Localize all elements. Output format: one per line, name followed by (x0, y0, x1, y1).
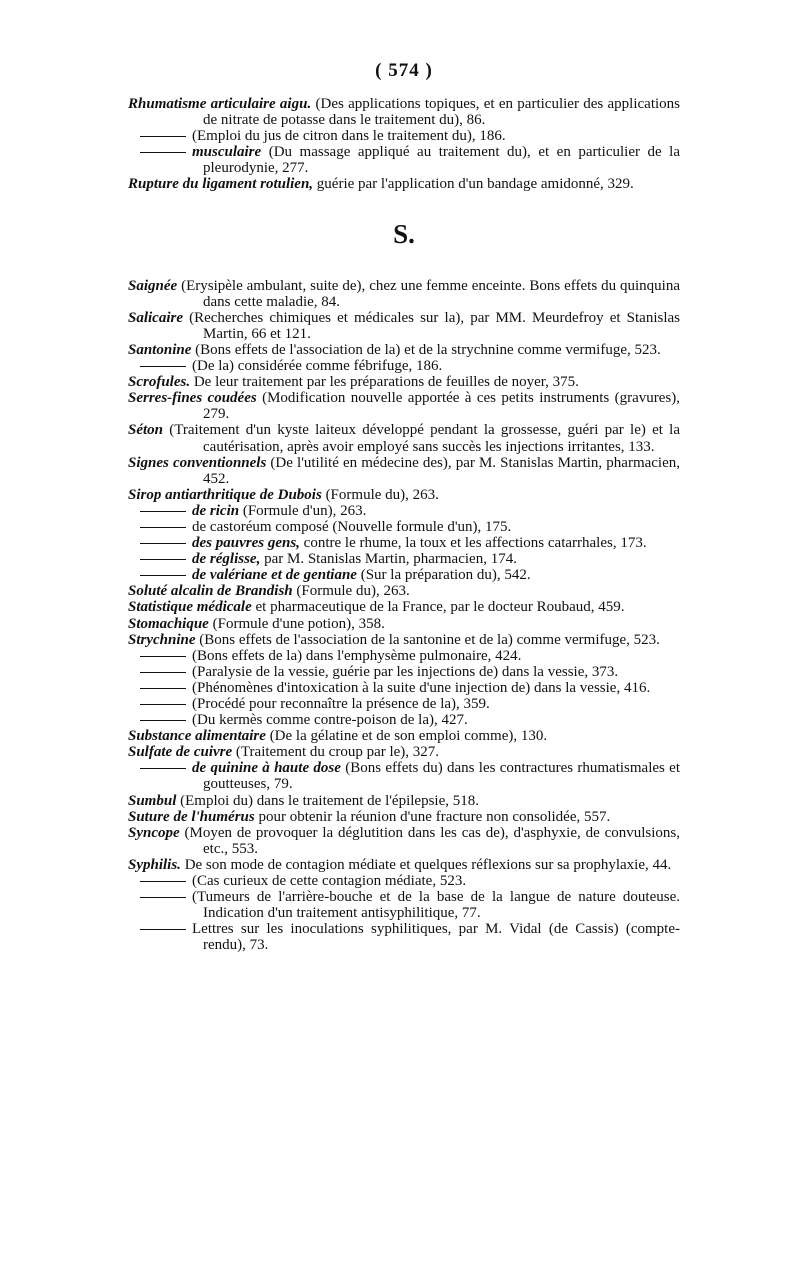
entry-term: Suture de l'humérus (128, 808, 255, 825)
entry-term: Salicaire (128, 309, 183, 326)
entry-text: par M. Stanislas Martin, pharmacien, 174. (260, 551, 517, 568)
ditto-dash (140, 144, 186, 160)
entry-text: de castoréum composé (Nouvelle formule d'un), 175. (192, 518, 512, 535)
index-entry (128, 503, 680, 519)
entry-term: de quinine à haute dose (192, 760, 341, 777)
entry-term: Syncope (128, 824, 180, 841)
entry-text: (Du massage appliqué au traitement du), et en particulier de la pleurodynie, 277. (203, 144, 680, 177)
entry-term: de réglisse, (192, 551, 261, 568)
index-entry (128, 422, 680, 454)
entry-text: (De la) considérée comme fébrifuge, 186. (192, 358, 443, 375)
entry-text: (Cas curieux de cette contagion médiate, 523. (192, 873, 467, 890)
entry-text: (Moyen de provoquer la déglutition dans les cas de), d'asphyxie, de convulsions, etc., 553. (179, 824, 680, 857)
entry-text: guérie par l'application d'un bandage amidonné, 329. (313, 176, 634, 193)
index-entry (128, 889, 680, 921)
entry-text: contre le rhume, la toux et les affections catarrhales, 173. (299, 535, 647, 552)
entry-text: De leur traitement par les préparations de feuilles de noyer, 375. (190, 374, 579, 391)
entry-text: (Emploi du jus de citron dans le traitement du), 186. (192, 128, 506, 145)
entry-term: Syphilis. (128, 856, 181, 873)
ditto-dash (140, 873, 186, 889)
index-entry (128, 873, 680, 889)
ditto-dash (140, 664, 186, 680)
entry-term: Soluté alcalin de Brandish (128, 583, 293, 600)
entry-term: Substance alimentaire (128, 728, 266, 745)
index-entry (128, 455, 680, 487)
index-entry (128, 358, 680, 374)
index-list-r (128, 96, 680, 193)
entry-term: Signes conventionnels (128, 454, 267, 471)
ditto-dash (140, 519, 186, 535)
entry-term: des pauvres gens, (192, 535, 300, 552)
index-entry (128, 535, 680, 551)
entry-text: (Erysipèle ambulant, suite de), chez une femme enceinte. Bons effets du quinquina dans cette maladie, 84. (177, 277, 680, 310)
index-entry (128, 599, 680, 615)
ditto-dash (140, 503, 186, 519)
entry-text: (Traitement du croup par le), 327. (232, 744, 440, 761)
entry-text: (Paralysie de la vessie, guérie par les injections de) dans la vessie, 373. (192, 663, 619, 680)
ditto-dash (140, 921, 186, 937)
index-entry (128, 390, 680, 422)
index-entry (128, 519, 680, 535)
entry-text: Lettres sur les inoculations syphilitiques, par M. Vidal (de Cassis) (compte-rendu), 73. (192, 921, 680, 954)
entry-term: Stomachique (128, 615, 209, 632)
index-entry (128, 144, 680, 176)
entry-text: (Modification nouvelle apportée à ces petits instruments (gravures), 279. (203, 390, 680, 423)
entry-text: De son mode de contagion médiate et quelques réflexions sur sa prophylaxie, 44. (180, 856, 672, 873)
index-entry (128, 680, 680, 696)
entry-text: (Des applications topiques, et en particulier des applications de nitrate de potasse dans le traitement du), 86. (203, 96, 680, 129)
entry-text: (Emploi du) dans le traitement de l'épilepsie, 518. (176, 792, 479, 809)
index-entry (128, 632, 680, 648)
entry-text: (Traitement d'un kyste laiteux développé pendant la grossesse, guéri par le) et la cautérisation, après avoir employé sans succès les injections irritantes, 133. (163, 422, 680, 455)
entry-text: (Bons effets de la) dans l'emphysème pulmonaire, 424. (192, 647, 522, 664)
entry-term: de valériane et de gentiane (192, 567, 357, 584)
ditto-dash (140, 889, 186, 905)
entry-term: Rupture du ligament rotulien, (128, 176, 314, 193)
ditto-dash (140, 760, 186, 776)
index-entry (128, 857, 680, 873)
index-page (128, 60, 680, 954)
index-entry (128, 712, 680, 728)
index-entry (128, 567, 680, 583)
index-entry (128, 374, 680, 390)
entry-text: (Formule d'un), 263. (239, 502, 367, 519)
entry-text: (Sur la préparation du), 542. (356, 567, 531, 584)
entry-text: (Recherches chimiques et médicales sur la), par MM. Meurdefroy et Stanislas Martin, 66 et 121. (183, 309, 680, 342)
entry-text: (De l'utilité en médecine des), par M. Stanislas Martin, pharmacien, 452. (203, 454, 681, 487)
index-entry (128, 825, 680, 857)
entry-text: (Bons effets de l'association de la) et de la strychnine comme vermifuge, 523. (191, 341, 661, 358)
entry-term: de ricin (192, 502, 240, 519)
ditto-dash (140, 535, 186, 551)
entry-text: (Formule du), 263. (292, 583, 410, 600)
index-list-s (128, 278, 680, 954)
index-entry (128, 793, 680, 809)
section-letter: S. (393, 218, 415, 249)
entry-term: Séton (128, 422, 164, 439)
entry-term: Sumbul (128, 792, 177, 809)
entry-text: (De la gélatine et de son emploi comme), 130. (265, 728, 548, 745)
ditto-dash (140, 712, 186, 728)
index-entry (128, 664, 680, 680)
entry-text: (Formule d'une potion), 358. (208, 615, 385, 632)
entry-term: Sirop antiarthritique de Dubois (128, 486, 322, 503)
index-entry (128, 310, 680, 342)
index-entry (128, 744, 680, 760)
ditto-dash (140, 128, 186, 144)
index-entry (128, 551, 680, 567)
index-entry (128, 648, 680, 664)
entry-term: Strychnine (128, 631, 196, 648)
entry-text: (Tumeurs de l'arrière-bouche et de la base de la langue de nature douteuse. Indication d'un traitement antisyphilitique, 77. (192, 889, 680, 922)
entry-text: (Formule du), 263. (321, 486, 439, 503)
entry-text: pour obtenir la réunion d'une fracture non consolidée, 557. (254, 808, 611, 825)
index-entry (128, 921, 680, 953)
index-entry (128, 128, 680, 144)
ditto-dash (140, 648, 186, 664)
index-entry (128, 96, 680, 128)
entry-term: Rhumatisme articulaire aigu. (128, 96, 312, 112)
entry-text: et pharmaceutique de la France, par le docteur Roubaud, 459. (251, 599, 625, 616)
entry-text: (Procédé pour reconnaître la présence de la), 359. (192, 696, 490, 712)
page-number: ( 574 ) (375, 60, 433, 81)
ditto-dash (140, 567, 186, 583)
ditto-dash (140, 680, 186, 696)
ditto-dash (140, 551, 186, 567)
index-entry (128, 487, 680, 503)
index-entry (128, 760, 680, 792)
index-entry (128, 696, 680, 712)
entry-term: Sulfate de cuivre (128, 744, 233, 761)
index-entry (128, 342, 680, 358)
entry-term: Serres-fines coudées (128, 390, 257, 407)
entry-text: (Du kermès comme contre-poison de la), 427. (192, 712, 468, 729)
entry-term: Scrofules. (128, 374, 191, 391)
ditto-dash (140, 696, 186, 712)
entry-text: (Bons effets de l'association de la santonine et de la) comme vermifuge, 523. (195, 631, 660, 648)
index-entry (128, 176, 680, 192)
entry-text: (Bons effets du) dans les contractures rhumatismales et goutteuses, 79. (203, 760, 680, 793)
index-entry (128, 583, 680, 599)
entry-term: Saignée (128, 277, 178, 294)
entry-text: (Phénomènes d'intoxication à la suite d'une injection de) dans la vessie, 416. (192, 679, 651, 696)
index-entry (128, 809, 680, 825)
index-entry (128, 728, 680, 744)
entry-term: Santonine (128, 341, 192, 358)
entry-term: Statistique médicale (128, 599, 252, 616)
entry-term: musculaire (192, 144, 262, 161)
index-entry (128, 278, 680, 310)
ditto-dash (140, 358, 186, 374)
index-entry (128, 616, 680, 632)
